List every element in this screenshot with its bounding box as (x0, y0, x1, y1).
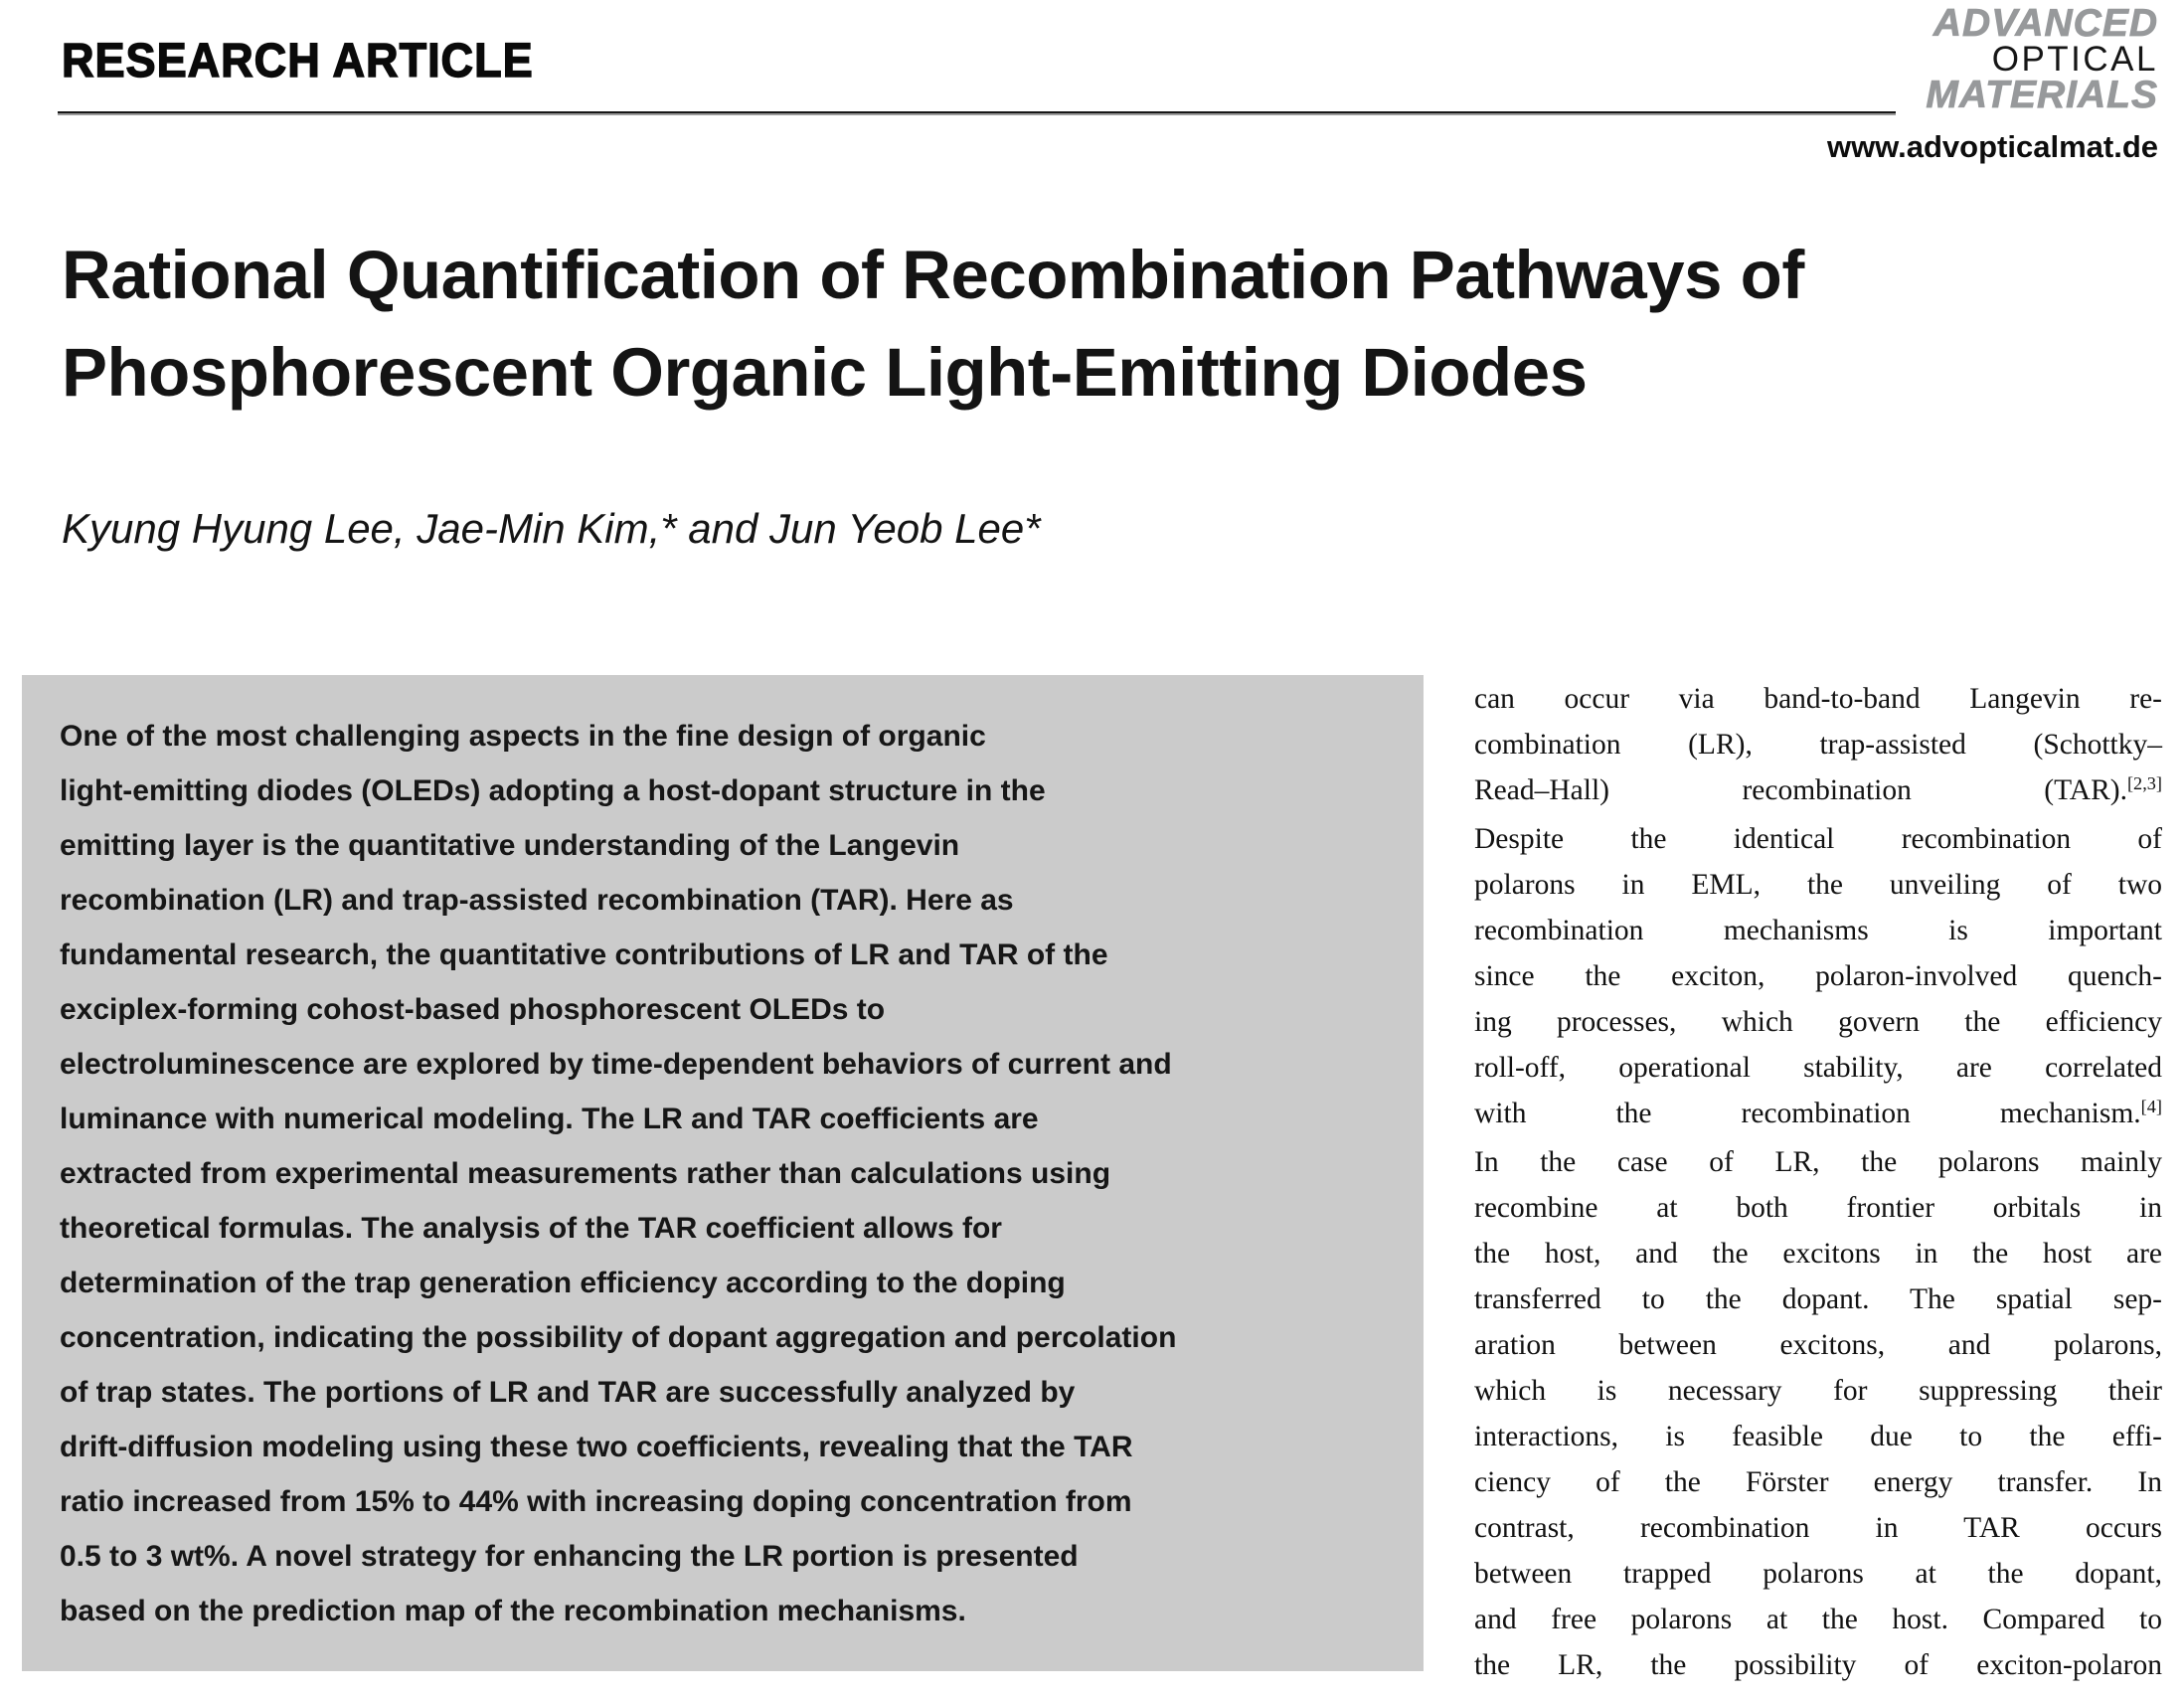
journal-logo-line-optical: OPTICAL (1991, 40, 2158, 79)
article-title-line2: Phosphorescent Organic Light-Emitting Diodes (62, 334, 1588, 411)
text-line: extracted from experimental measurements rather than calculations using (60, 1157, 1111, 1190)
text-line: the LR, the possibility of exciton-polaron (1474, 1649, 2162, 1681)
abstract-box (22, 675, 1424, 1671)
text-line: light-emitting diodes (OLEDs) adopting a host-dopant structure in the (60, 774, 1046, 807)
journal-website-link[interactable]: www.advopticalmat.de (1826, 129, 2158, 164)
author-list: Kyung Hyung Lee, Jae-Min Kim,* and Jun Yeob Lee* (62, 505, 1041, 552)
text-line: ing processes, which govern the efficiency (1474, 1006, 2162, 1038)
text-line: contrast, recombination in TAR occurs (1474, 1512, 2162, 1544)
text-line: exciplex-forming cohost-based phosphorescent OLEDs to (60, 993, 886, 1026)
text-line: transferred to the dopant. The spatial sep- (1474, 1283, 2162, 1315)
text-line: recombine at both frontier orbitals in (1474, 1192, 2162, 1224)
text-line: determination of the trap generation efficiency according to the doping (60, 1267, 1066, 1299)
text-line: can occur via band-to-band Langevin re- (1474, 683, 2162, 715)
journal-logo-line-advanced: ADVANCED (1932, 2, 2158, 45)
text-line: One of the most challenging aspects in the fine design of organic (60, 720, 986, 753)
text-line: luminance with numerical modeling. The LR and TAR coefficients are (60, 1103, 1039, 1135)
text-line: and free polarons at the host. Compared to (1474, 1604, 2162, 1635)
header-divider (58, 111, 1896, 115)
journal-logo-line-materials: MATERIALS (1926, 74, 2158, 116)
text-line: with the recombination mechanism.[4] (1474, 1096, 2162, 1129)
text-line: 0.5 to 3 wt%. A novel strategy for enhancing the LR portion is presented (60, 1540, 1079, 1573)
text-line: roll-off, operational stability, are correlated (1474, 1052, 2162, 1084)
text-line: combination (LR), trap-assisted (Schottky– (1474, 729, 2162, 761)
text-line: drift-diffusion modeling using these two coefficients, revealing that the TAR (60, 1431, 1133, 1463)
text-line: emitting layer is the quantitative understanding of the Langevin (60, 829, 960, 862)
text-line: recombination mechanisms is important (1474, 915, 2162, 946)
text-line: based on the prediction map of the recombination mechanisms. (60, 1595, 966, 1627)
text-line: since the exciton, polaron-involved quench- (1474, 960, 2162, 992)
text-line: recombination (LR) and trap-assisted recombination (TAR). Here as (60, 884, 1014, 917)
text-line: polarons in EML, the unveiling of two (1474, 869, 2162, 901)
text-line: aration between excitons, and polarons, (1474, 1329, 2162, 1361)
article-title-line1: Rational Quantification of Recombination Pathways of (62, 237, 1804, 313)
journal-logo (1926, 2, 2158, 116)
text-line: concentration, indicating the possibility of dopant aggregation and percolation (60, 1321, 1177, 1354)
text-line: electroluminescence are explored by time-dependent behaviors of current and (60, 1048, 1172, 1081)
article-type-label: RESEARCH ARTICLE (62, 35, 534, 87)
text-line: the host, and the excitons in the host are (1474, 1238, 2162, 1270)
text-line: fundamental research, the quantitative contributions of LR and TAR of the (60, 938, 1108, 971)
text-line: theoretical formulas. The analysis of the TAR coefficient allows for (60, 1212, 1002, 1245)
text-line: Read–Hall) recombination (TAR).[2,3] (1474, 772, 2162, 806)
text-line: ciency of the Förster energy transfer. In (1474, 1466, 2162, 1498)
text-line: which is necessary for suppressing their (1474, 1375, 2162, 1407)
text-line: In the case of LR, the polarons mainly (1474, 1146, 2162, 1178)
article-title (62, 227, 1804, 422)
text-line: ratio increased from 15% to 44% with increasing doping concentration from (60, 1485, 1132, 1518)
introduction-text-column (1474, 676, 2162, 1688)
text-line: interactions, is feasible due to the effi- (1474, 1421, 2162, 1452)
text-line: of trap states. The portions of LR and TAR are successfully analyzed by (60, 1376, 1076, 1409)
text-line: Despite the identical recombination of (1474, 823, 2162, 855)
abstract-text (60, 709, 1404, 1638)
text-line: between trapped polarons at the dopant, (1474, 1558, 2162, 1590)
